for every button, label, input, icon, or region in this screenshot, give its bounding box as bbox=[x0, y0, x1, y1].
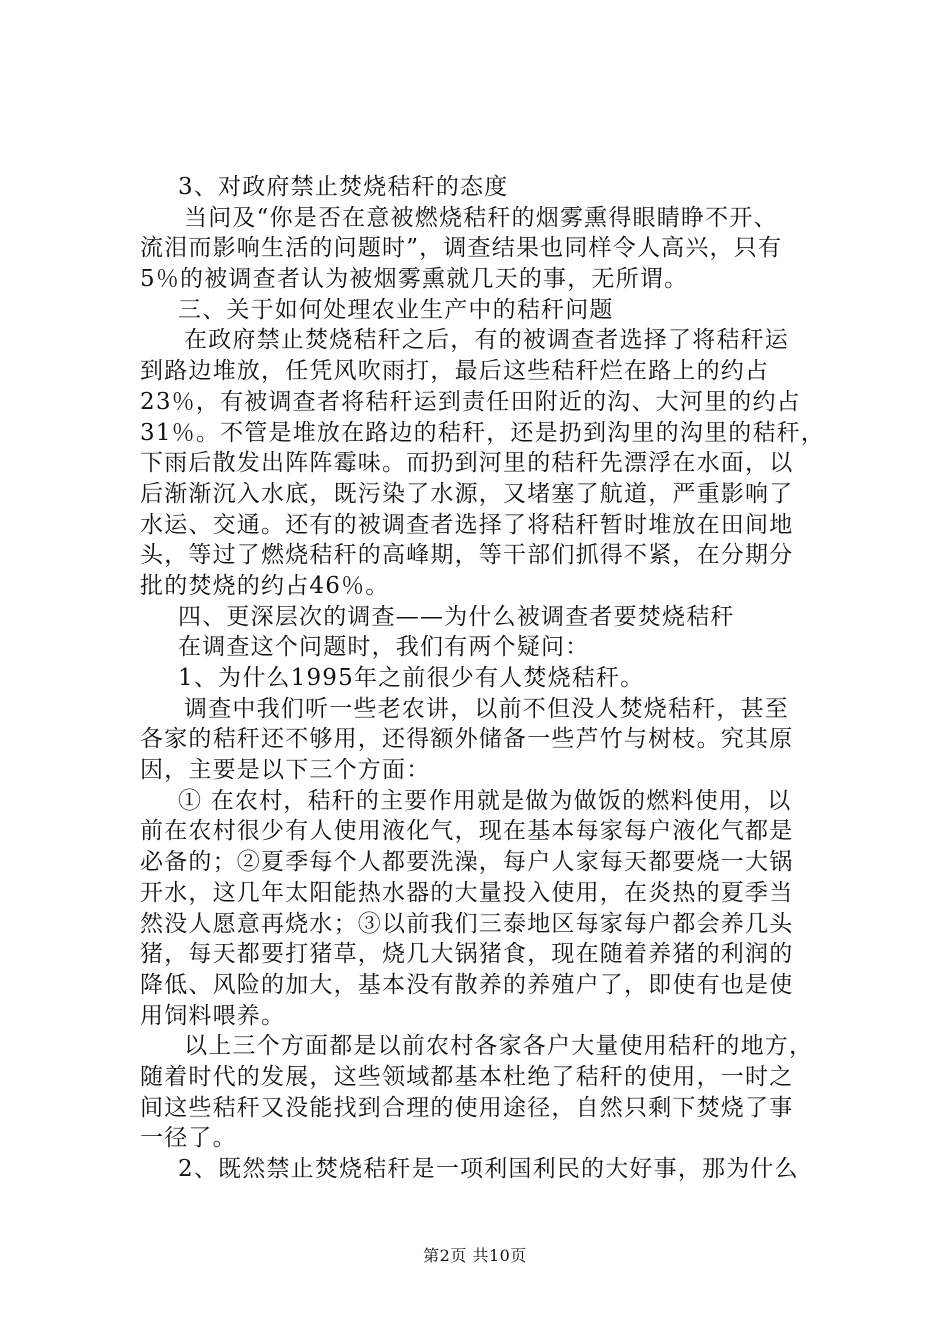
paragraph-line: 然没人愿意再烧水；③以前我们三泰地区每家每户都会养几头 bbox=[140, 910, 794, 937]
paragraph-line: 5％的被调查者认为被烟雾熏就几天的事，无所谓。 bbox=[140, 266, 689, 293]
subsection-heading: 1、为什么1995年之前很少有人焚烧秸秆。 bbox=[178, 665, 645, 691]
document-body bbox=[140, 172, 840, 1185]
paragraph-line: 头，等过了燃烧秸秆的高峰期，等干部们抓得不紧，在分期分 bbox=[140, 542, 794, 569]
section-heading: 3、对政府禁止焚烧秸秆的态度 bbox=[178, 174, 509, 200]
paragraph-line: 流泪而影响生活的问题时”，调查结果也同样令人高兴，只有 bbox=[140, 235, 783, 262]
page-footer: 第2页 共10页 bbox=[423, 1246, 527, 1265]
paragraph-line: 用饲料喂养。 bbox=[140, 1002, 286, 1029]
paragraph-line: 前在农村很少有人使用液化气，现在基本每家每户液化气都是 bbox=[140, 818, 794, 845]
paragraph-line: 以上三个方面都是以前农村各家各户大量使用秸秆的地方， bbox=[184, 1033, 814, 1060]
paragraph-line: 31％。不管是堆放在路边的秸秆，还是扔到沟里的沟里的秸秆， bbox=[140, 419, 826, 446]
paragraph-line: 下雨后散发出阵阵霉味。而扔到河里的秸秆先漂浮在水面，以 bbox=[140, 450, 794, 477]
paragraph-line: 到路边堆放，任凭风吹雨打，最后这些秸秆烂在路上的约占 bbox=[140, 358, 770, 385]
paragraph-line: 23％，有被调查者将秸秆运到责任田附近的沟、大河里的约占 bbox=[140, 388, 801, 415]
paragraph-line: 调查中我们听一些老农讲，以前不但没人焚烧秸秆，甚至 bbox=[184, 695, 789, 722]
subsection-heading: 2、既然禁止焚烧秸秆是一项利国利民的大好事，那为什么 bbox=[178, 1156, 799, 1182]
paragraph-line: 在政府禁止焚烧秸秆之后，有的被调查者选择了将秸秆运 bbox=[184, 327, 789, 354]
paragraph-line: 间这些秸秆又没能找到合理的使用途径，自然只剩下焚烧了事 bbox=[140, 1094, 794, 1121]
paragraph-line: 因，主要是以下三个方面： bbox=[140, 757, 431, 784]
paragraph-line: 一径了。 bbox=[140, 1125, 237, 1152]
section-heading: 四、更深层次的调查——为什么被调查者要焚烧秸秆 bbox=[178, 603, 735, 630]
paragraph-line: 水运、交通。还有的被调查者选择了将秸秆暂时堆放在田间地 bbox=[140, 511, 794, 538]
paragraph-line: 在调查这个问题时，我们有两个疑问： bbox=[178, 634, 590, 661]
paragraph-line: 开水，这几年太阳能热水器的大量投入使用，在炎热的夏季当 bbox=[140, 879, 794, 906]
paragraph-line: 随着时代的发展，这些领域都基本杜绝了秸秆的使用，一时之 bbox=[140, 1063, 794, 1090]
paragraph-line: 批的焚烧的约占46％。 bbox=[140, 572, 390, 599]
paragraph-line: 当问及“你是否在意被燃烧秸秆的烟雾熏得眼睛睁不开、 bbox=[184, 204, 778, 231]
paragraph-line: 降低、风险的加大，基本没有散养的养殖户了，即使有也是使 bbox=[140, 971, 794, 998]
section-heading: 三、关于如何处理农业生产中的秸秆问题 bbox=[178, 296, 614, 323]
paragraph-line: 猪，每天都要打猪草，烧几大锅猪食，现在随着养猪的利润的 bbox=[140, 941, 794, 968]
paragraph-line: ① 在农村，秸秆的主要作用就是做为做饭的燃料使用，以 bbox=[178, 787, 792, 814]
paragraph-line: 各家的秸秆还不够用，还得额外储备一些芦竹与树枝。究其原 bbox=[140, 726, 794, 753]
paragraph-line: 后渐渐沉入水底，既污染了水源，又堵塞了航道，严重影响了 bbox=[140, 480, 794, 507]
paragraph-line: 必备的；②夏季每个人都要洗澡，每户人家每天都要烧一大锅 bbox=[140, 849, 794, 876]
